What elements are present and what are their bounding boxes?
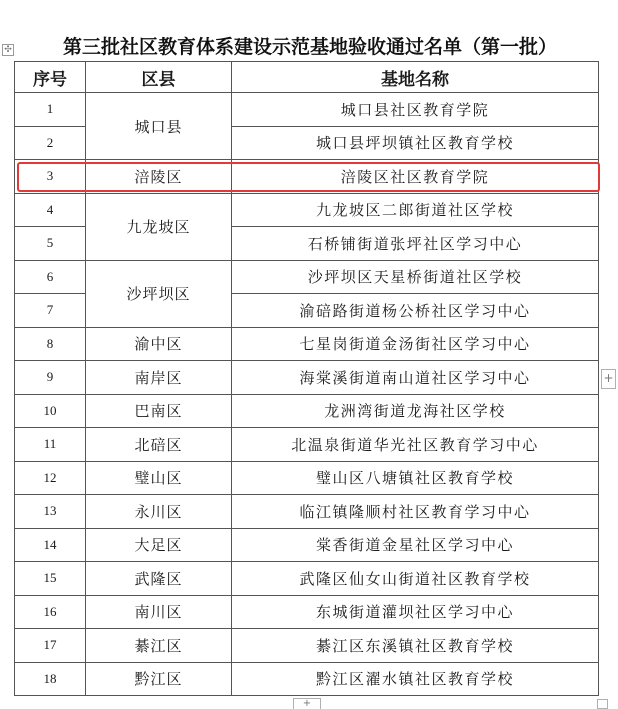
add-row-plus-icon[interactable]: + [293, 698, 321, 709]
table-row [15, 361, 599, 395]
row-num: 11 [15, 428, 86, 462]
table-row [15, 662, 599, 696]
row-base: 龙洲湾街道龙海社区学校 [232, 394, 599, 428]
row-base: 武隆区仙女山街道社区教育学校 [232, 562, 599, 596]
row-base: 东城街道灌坝社区学习中心 [232, 595, 599, 629]
table-row [15, 394, 599, 428]
row-county: 北碚区 [86, 428, 232, 462]
row-base: 城口县社区教育学院 [232, 93, 599, 127]
table-row [15, 327, 599, 361]
base-list-table [14, 61, 599, 696]
row-county: 涪陵区 [86, 160, 232, 194]
table-move-handle-icon[interactable]: ✣ [2, 44, 14, 56]
table-header-row [15, 62, 599, 93]
row-num: 16 [15, 595, 86, 629]
row-num: 13 [15, 495, 86, 529]
row-num: 3 [15, 160, 86, 194]
document-title: 第三批社区教育体系建设示范基地验收通过名单（第一批） [62, 36, 557, 58]
row-num: 6 [15, 260, 86, 294]
table-row [15, 461, 599, 495]
row-num: 17 [15, 629, 86, 663]
row-base: 璧山区八塘镇社区教育学校 [232, 461, 599, 495]
row-county: 城口县 [86, 93, 232, 160]
table-row [15, 495, 599, 529]
row-county: 綦江区 [86, 629, 232, 663]
row-num: 7 [15, 294, 86, 328]
row-county: 巴南区 [86, 394, 232, 428]
header-county: 区县 [86, 62, 232, 93]
row-num: 18 [15, 662, 86, 696]
header-num: 序号 [15, 62, 86, 93]
row-county: 九龙坡区 [86, 193, 232, 260]
table-row [15, 629, 599, 663]
header-base: 基地名称 [232, 62, 599, 93]
row-county: 沙坪坝区 [86, 260, 232, 327]
row-base: 九龙坡区二郎街道社区学校 [232, 193, 599, 227]
row-base: 临江镇隆顺村社区教育学习中心 [232, 495, 599, 529]
row-base: 七星岗街道金汤街社区学习中心 [232, 327, 599, 361]
table-row [15, 428, 599, 462]
table-row-highlighted [15, 160, 599, 194]
row-base: 城口县坪坝镇社区教育学校 [232, 126, 599, 160]
row-county: 武隆区 [86, 562, 232, 596]
row-num: 14 [15, 528, 86, 562]
row-county: 大足区 [86, 528, 232, 562]
row-num: 5 [15, 227, 86, 261]
table-row [15, 93, 599, 127]
row-num: 1 [15, 93, 86, 127]
row-base: 涪陵区社区教育学院 [232, 160, 599, 194]
table-row [15, 193, 599, 227]
row-base: 北温泉街道华光社区教育学习中心 [232, 428, 599, 462]
row-county: 渝中区 [86, 327, 232, 361]
row-county: 南川区 [86, 595, 232, 629]
row-base: 黔江区濯水镇社区教育学校 [232, 662, 599, 696]
row-num: 2 [15, 126, 86, 160]
row-county: 黔江区 [86, 662, 232, 696]
row-num: 9 [15, 361, 86, 395]
row-base: 沙坪坝区天星桥街道社区学校 [232, 260, 599, 294]
row-num: 8 [15, 327, 86, 361]
row-base: 渝碚路街道杨公桥社区学习中心 [232, 294, 599, 328]
add-column-plus-icon[interactable]: + [601, 369, 616, 389]
row-county: 璧山区 [86, 461, 232, 495]
row-num: 4 [15, 193, 86, 227]
row-county: 永川区 [86, 495, 232, 529]
row-num: 15 [15, 562, 86, 596]
table-row [15, 595, 599, 629]
table-row [15, 260, 599, 294]
row-base: 綦江区东溪镇社区教育学校 [232, 629, 599, 663]
table-row [15, 528, 599, 562]
row-county: 南岸区 [86, 361, 232, 395]
row-base: 棠香街道金星社区学习中心 [232, 528, 599, 562]
row-base: 石桥铺街道张坪社区学习中心 [232, 227, 599, 261]
row-num: 10 [15, 394, 86, 428]
row-base: 海棠溪街道南山道社区学习中心 [232, 361, 599, 395]
table-row [15, 562, 599, 596]
row-num: 12 [15, 461, 86, 495]
